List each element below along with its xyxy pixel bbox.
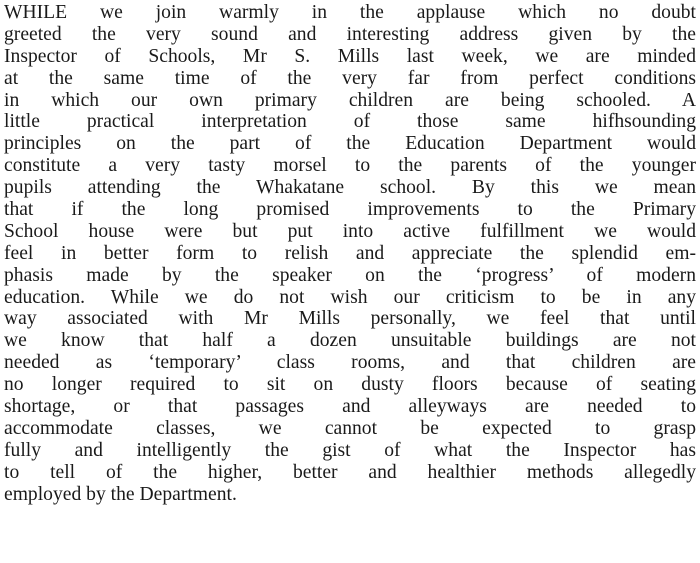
article-line: phasis made by the speaker on the ‘progress’ of modern [4, 264, 696, 286]
article-line: employed by the Department. [4, 483, 237, 505]
article-line: greeted the very sound and interesting address given by the [4, 23, 696, 45]
article-line: in which our own primary children are being schooled. A [4, 89, 696, 111]
article-line: Inspector of Schools, Mr S. Mills last week, we are minded [4, 45, 696, 67]
article-line: little practical interpretation of those same hifhsounding [4, 111, 696, 133]
article-line: pupils attending the Whakatane school. By this we mean [4, 177, 696, 199]
article-line: to tell of the higher, better and healthier methods allegedly [4, 461, 696, 483]
article-line: needed as ‘temporary’ class rooms, and that children are [4, 352, 696, 374]
article-line: principles on the part of the Education Department would [4, 133, 696, 155]
article-line: fully and intelligently the gist of what the Inspector has [4, 439, 696, 461]
article-line: School house were but put into active fulfillment we would [4, 220, 696, 242]
article-line: that if the long promised improvements to the Primary [4, 199, 696, 221]
article-line: we know that half a dozen unsuitable buildings are not [4, 330, 696, 352]
article-line: constitute a very tasty morsel to the parents of the younger [4, 155, 696, 177]
article-line: WHILE we join warmly in the applause which no doubt [4, 2, 696, 23]
article-text [4, 2, 696, 505]
article-line: way associated with Mr Mills personally, we feel that until [4, 308, 696, 330]
article-line: education. While we do not wish our criticism to be in any [4, 286, 696, 308]
article-line: at the same time of the very far from perfect conditions [4, 67, 696, 89]
article-line: feel in better form to relish and appreciate the splendid em- [4, 242, 696, 264]
article-line: shortage, or that passages and alleyways are needed to [4, 396, 696, 418]
article-line: no longer required to sit on dusty floors because of seating [4, 374, 696, 396]
article-line: accommodate classes, we cannot be expected to grasp [4, 417, 696, 439]
